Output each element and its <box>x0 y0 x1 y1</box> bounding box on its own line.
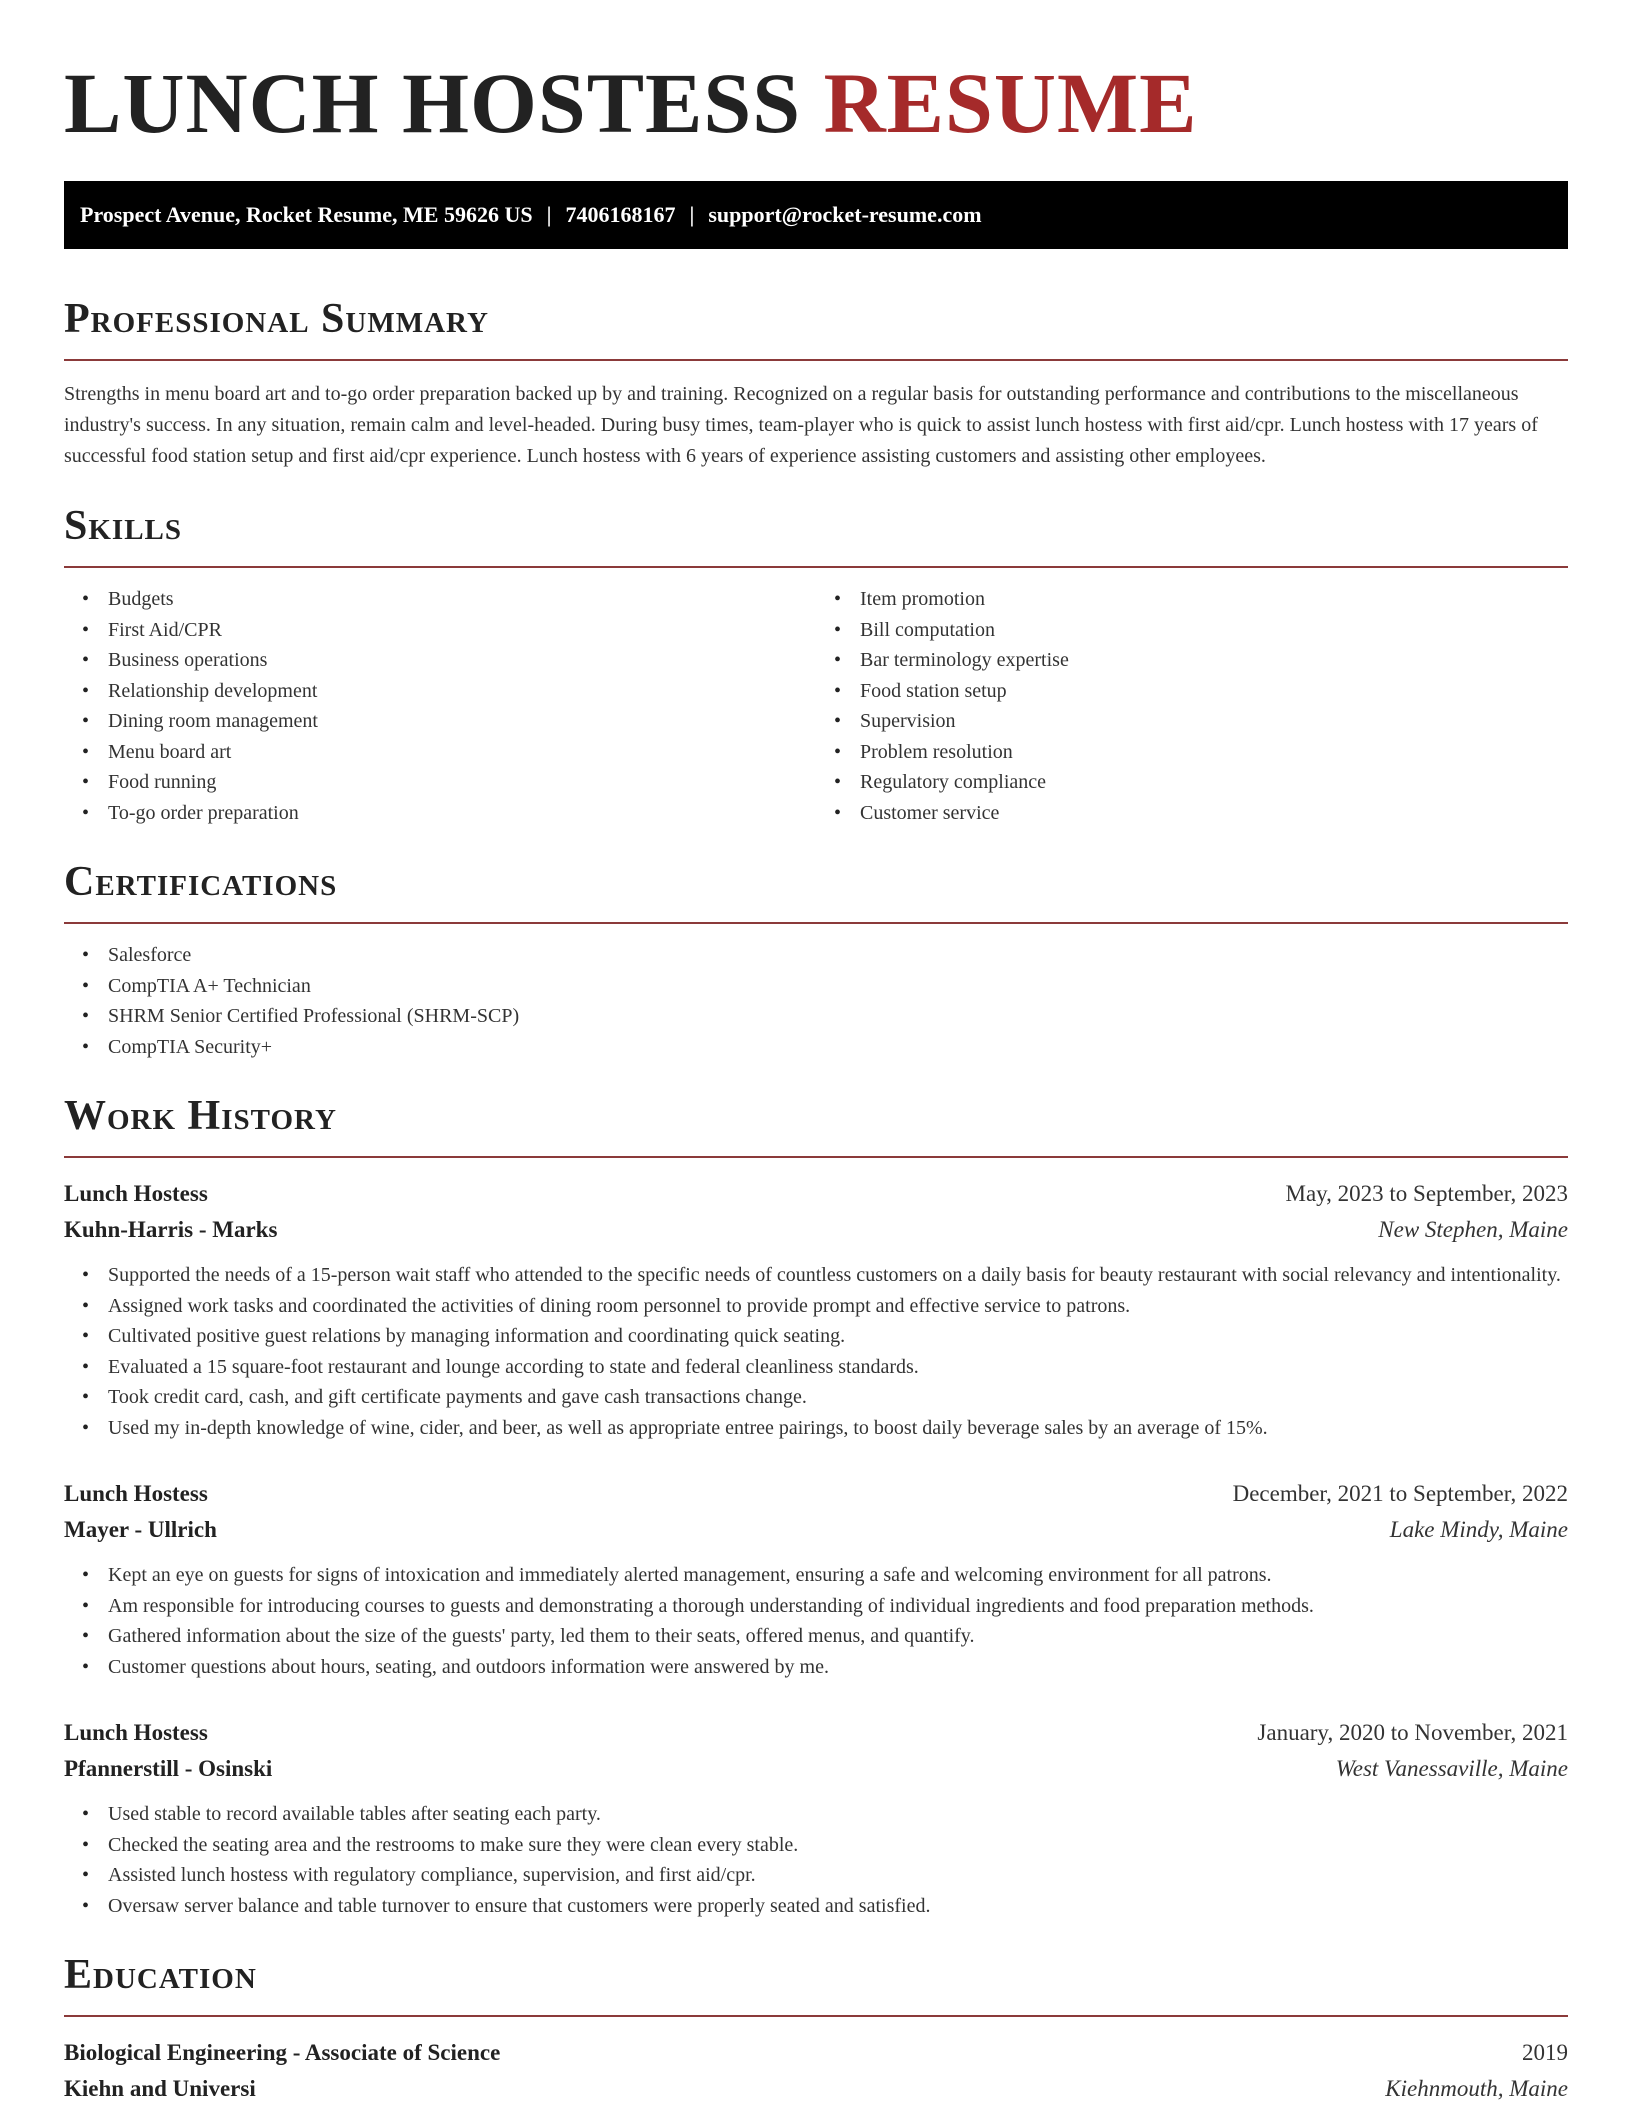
skill-item: • Item promotion <box>860 584 1568 615</box>
job-company-row <box>64 1212 1568 1248</box>
skill-item: • Food running <box>108 767 816 798</box>
job-role: Lunch Hostess <box>64 1181 208 1206</box>
skill-item: • Bill computation <box>860 615 1568 646</box>
skill-item: • Regulatory compliance <box>860 767 1568 798</box>
certification-item: • Salesforce <box>108 940 1568 971</box>
skill-item: • Customer service <box>860 798 1568 829</box>
job-company-row <box>64 1512 1568 1548</box>
skill-item: • Budgets <box>108 584 816 615</box>
skill-item: • Business operations <box>108 645 816 676</box>
job-bullet: • Used my in-depth knowledge of wine, cider, and beer, as well as appropriate entree pairings, to boost daily beverage sales by an average of 15%. <box>108 1413 1568 1444</box>
job-bullet: • Kept an eye on guests for signs of intoxication and immediately alerted management, ensuring a safe and welcoming environment for all patrons. <box>108 1560 1568 1591</box>
job-location: Lake Mindy, Maine <box>1389 1517 1568 1542</box>
job-bullet: • Assigned work tasks and coordinated the activities of dining room personnel to provide prompt and effective service to patrons. <box>108 1291 1568 1322</box>
job-location: West Vanessaville, Maine <box>1335 1756 1568 1781</box>
education-heading: Education <box>64 1952 257 1998</box>
skills-list-right <box>816 584 1568 828</box>
skill-item: • Bar terminology expertise <box>860 645 1568 676</box>
work-history-section <box>64 1090 1568 1921</box>
job-bullet: • Evaluated a 15 square-foot restaurant and lounge according to state and federal cleanliness standards. <box>108 1352 1568 1383</box>
job-header-row <box>64 1176 1568 1212</box>
section-divider <box>64 2015 1568 2017</box>
job-location: New Stephen, Maine <box>1378 1217 1568 1242</box>
job-bullet: • Checked the seating area and the restrooms to make sure they were clean every stable. <box>108 1830 1568 1861</box>
job-header-row <box>64 1476 1568 1512</box>
job-bullets <box>64 1799 1568 1921</box>
education-school: Kiehn and Universi <box>64 2076 256 2101</box>
certifications-heading: Certifications <box>64 859 338 905</box>
job-bullet: • Assisted lunch hostess with regulatory compliance, supervision, and first aid/cpr. <box>108 1860 1568 1891</box>
summary-heading: Professional Summary <box>64 296 489 342</box>
job-entry <box>64 1715 1568 1921</box>
work-history-heading: Work History <box>64 1093 337 1139</box>
section-divider <box>64 1156 1568 1158</box>
resume-title <box>64 0 1568 151</box>
job-bullet: • Took credit card, cash, and gift certificate payments and gave cash transactions change. <box>108 1382 1568 1413</box>
job-role: Lunch Hostess <box>64 1720 208 1745</box>
skills-section <box>64 500 1568 828</box>
contact-phone[interactable]: 7406168167 <box>565 202 676 227</box>
skill-item: • Menu board art <box>108 737 816 768</box>
job-company: Pfannerstill - Osinski <box>64 1756 273 1781</box>
certifications-section <box>64 856 1568 1062</box>
job-bullet: • Cultivated positive guest relations by managing information and coordinating quick seating. <box>108 1321 1568 1352</box>
education-school-row <box>64 2071 1568 2107</box>
title-main: LUNCH HOSTESS <box>64 55 802 151</box>
summary-section <box>64 293 1568 472</box>
certification-item: • CompTIA Security+ <box>108 1032 1568 1063</box>
job-dates: May, 2023 to September, 2023 <box>1285 1181 1568 1206</box>
job-company: Kuhn-Harris - Marks <box>64 1217 278 1242</box>
job-bullet: • Gathered information about the size of the guests' party, led them to their seats, offered menus, and quantify. <box>108 1621 1568 1652</box>
job-bullet: • Used stable to record available tables after seating each party. <box>108 1799 1568 1830</box>
job-dates: January, 2020 to November, 2021 <box>1257 1720 1568 1745</box>
skill-item: • Dining room management <box>108 706 816 737</box>
skill-item: • Supervision <box>860 706 1568 737</box>
education-section <box>64 1949 1568 2107</box>
job-bullet: • Am responsible for introducing courses to guests and demonstrating a thorough understanding of individual ingredients and food preparation methods. <box>108 1591 1568 1622</box>
job-header-row <box>64 1715 1568 1751</box>
certification-item: • CompTIA A+ Technician <box>108 971 1568 1002</box>
education-degree: Biological Engineering - Associate of Science <box>64 2040 501 2065</box>
skill-item: • Relationship development <box>108 676 816 707</box>
contact-address: Prospect Avenue, Rocket Resume, ME 59626 US <box>80 202 533 227</box>
job-entry <box>64 1476 1568 1682</box>
contact-separator: | <box>689 202 695 227</box>
job-company-row <box>64 1751 1568 1787</box>
skills-grid <box>64 568 1568 828</box>
education-location: Kiehnmouth, Maine <box>1385 2076 1568 2101</box>
skill-item: • To-go order preparation <box>108 798 816 829</box>
skill-item: • Problem resolution <box>860 737 1568 768</box>
skills-heading: Skills <box>64 503 183 549</box>
section-divider <box>64 922 1568 924</box>
job-bullet: • Oversaw server balance and table turnover to ensure that customers were properly seated and satisfied. <box>108 1891 1568 1922</box>
job-bullets <box>64 1260 1568 1443</box>
contact-email[interactable]: support@rocket-resume.com <box>708 202 982 227</box>
certification-item: • SHRM Senior Certified Professional (SHRM-SCP) <box>108 1001 1568 1032</box>
certifications-list <box>64 940 1568 1062</box>
summary-text: Strengths in menu board art and to-go order preparation backed up by and training. Recognized on a regular basis for outstanding performance and contributions to the miscellaneous industry's success. In any situation, remain calm and level-headed. During busy times, team-player who is quick to assist lunch hostess with first aid/cpr. Lunch hostess with 17 years of successful food station setup and first aid/cpr experience. Lunch hostess with 6 years of experience assisting customers and assisting other employees. <box>64 383 1538 467</box>
education-degree-row <box>64 2035 1568 2071</box>
job-bullet: • Supported the needs of a 15-person wait staff who attended to the specific needs of countless customers on a daily basis for beauty restaurant with social relevancy and intentionality. <box>108 1260 1568 1291</box>
job-entry <box>64 1176 1568 1443</box>
contact-separator: | <box>546 202 552 227</box>
job-dates: December, 2021 to September, 2022 <box>1232 1481 1568 1506</box>
job-bullets <box>64 1560 1568 1682</box>
education-year: 2019 <box>1522 2040 1568 2065</box>
skill-item: • First Aid/CPR <box>108 615 816 646</box>
skills-list-left <box>64 584 816 828</box>
title-accent: RESUME <box>823 55 1198 151</box>
job-company: Mayer - Ullrich <box>64 1517 217 1542</box>
skill-item: • Food station setup <box>860 676 1568 707</box>
job-bullet: • Customer questions about hours, seating, and outdoors information were answered by me. <box>108 1652 1568 1683</box>
section-divider <box>64 359 1568 361</box>
job-role: Lunch Hostess <box>64 1481 208 1506</box>
contact-bar <box>64 181 1568 249</box>
